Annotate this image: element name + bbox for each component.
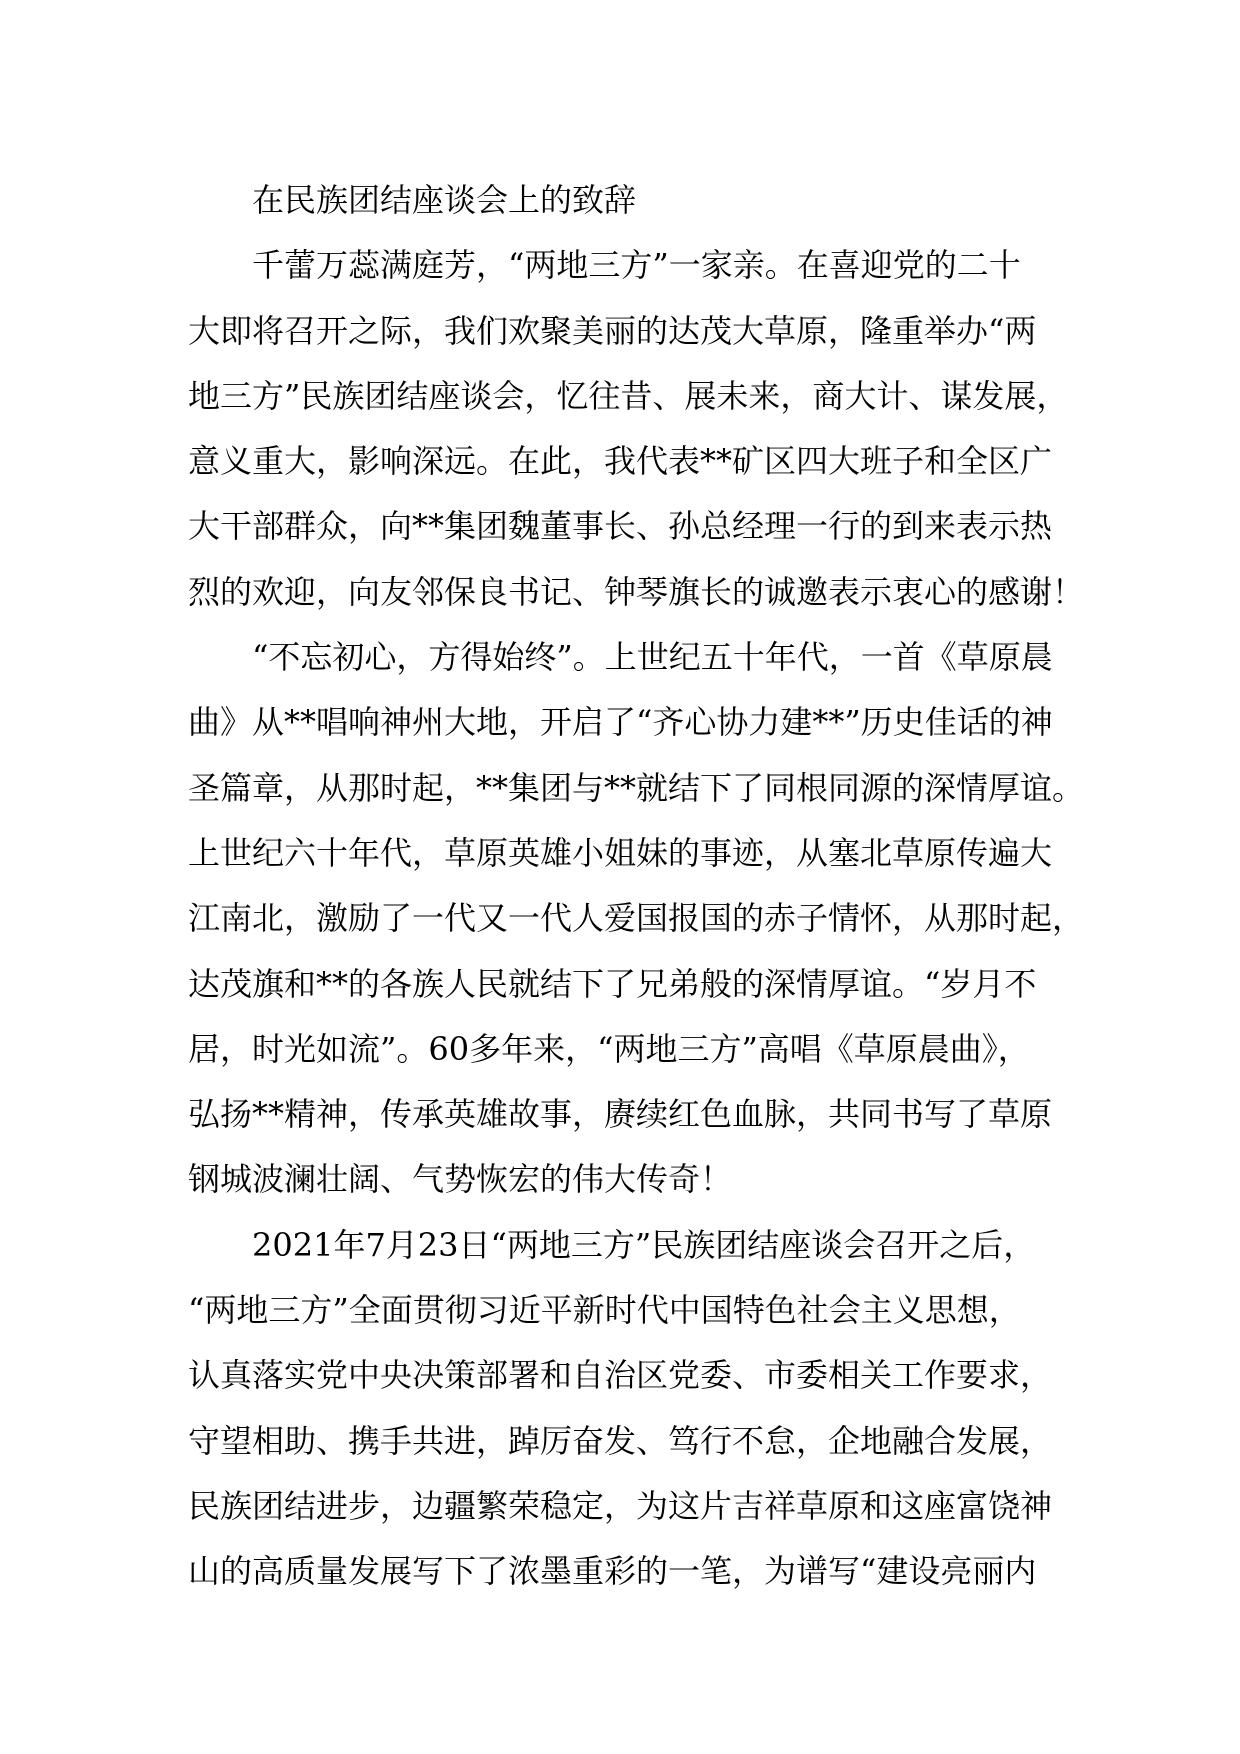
paragraph-line: 达茂旗和**的各族人民就结下了兄弟般的深情厚谊。“岁月不 <box>188 964 1037 1003</box>
paragraph-line: 地三方”民族团结座谈会，忆往昔、展未来，商大计、谋发展， <box>188 376 1069 415</box>
paragraph-1 <box>188 233 1088 625</box>
paragraph-line: 居，时光如流”。60多年来，“两地三方”高唱《草原晨曲》， <box>188 1029 1030 1068</box>
paragraph-3 <box>188 1213 1088 1605</box>
paragraph-line: 圣篇章，从那时起，**集团与**就结下了同根同源的深情厚谊。 <box>188 768 1085 807</box>
paragraph-line: 大即将召开之际，我们欢聚美丽的达茂大草原，隆重举办“两 <box>188 311 1037 350</box>
paragraph-line: 烈的欢迎，向友邻保良书记、钟琴旗长的诚邀表示衷心的感谢！ <box>188 572 1085 611</box>
paragraph-line: 大干部群众，向**集团魏董事长、孙总经理一行的到来表示热 <box>188 507 1053 546</box>
paragraph-line: 认真落实党中央决策部署和自治区党委、市委相关工作要求， <box>188 1356 1053 1395</box>
paragraph-line: 2021年7月23日“两地三方”民族团结座谈会召开之后， <box>252 1225 1036 1264</box>
document-body <box>188 168 1088 1605</box>
paragraph-line: 曲》从**唱响神州大地，开启了“齐心协力建**”历史佳话的神 <box>188 703 1053 742</box>
paragraph-line: 弘扬**精神，传承英雄故事，赓续红色血脉，共同书写了草原 <box>188 1095 1053 1134</box>
paragraph-line: 上世纪六十年代，草原英雄小姐妹的事迹，从塞北草原传遍大 <box>188 833 1053 872</box>
paragraph-line: 山的高质量发展写下了浓墨重彩的一笔，为谱写“建设亮丽内 <box>188 1552 1037 1591</box>
paragraph-line: 千蕾万蕊满庭芳，“两地三方”一家亲。在喜迎党的二十 <box>252 246 1021 285</box>
paragraph-line: “两地三方”全面贯彻习近平新时代中国特色社会主义思想， <box>188 1291 1021 1330</box>
paragraph-line: 意义重大，影响深远。在此，我代表**矿区四大班子和全区广 <box>188 442 1053 481</box>
paragraph-line: 民族团结进步，边疆繁荣稳定，为这片吉祥草原和这座富饶神 <box>188 1486 1053 1525</box>
paragraph-line: 江南北，激励了一代又一代人爱国报国的赤子情怀，从那时起， <box>188 899 1085 938</box>
document-title: 在民族团结座谈会上的致辞 <box>252 181 637 219</box>
paragraph-line: 钢城波澜壮阔、气势恢宏的伟大传奇！ <box>188 1160 733 1199</box>
paragraph-2 <box>188 625 1088 1213</box>
paragraph-line: 守望相助、携手共进，踔厉奋发、笃行不怠，企地融合发展， <box>188 1421 1053 1460</box>
paragraph-line: “不忘初心，方得始终”。上世纪五十年代，一首《草原晨 <box>252 638 1053 677</box>
